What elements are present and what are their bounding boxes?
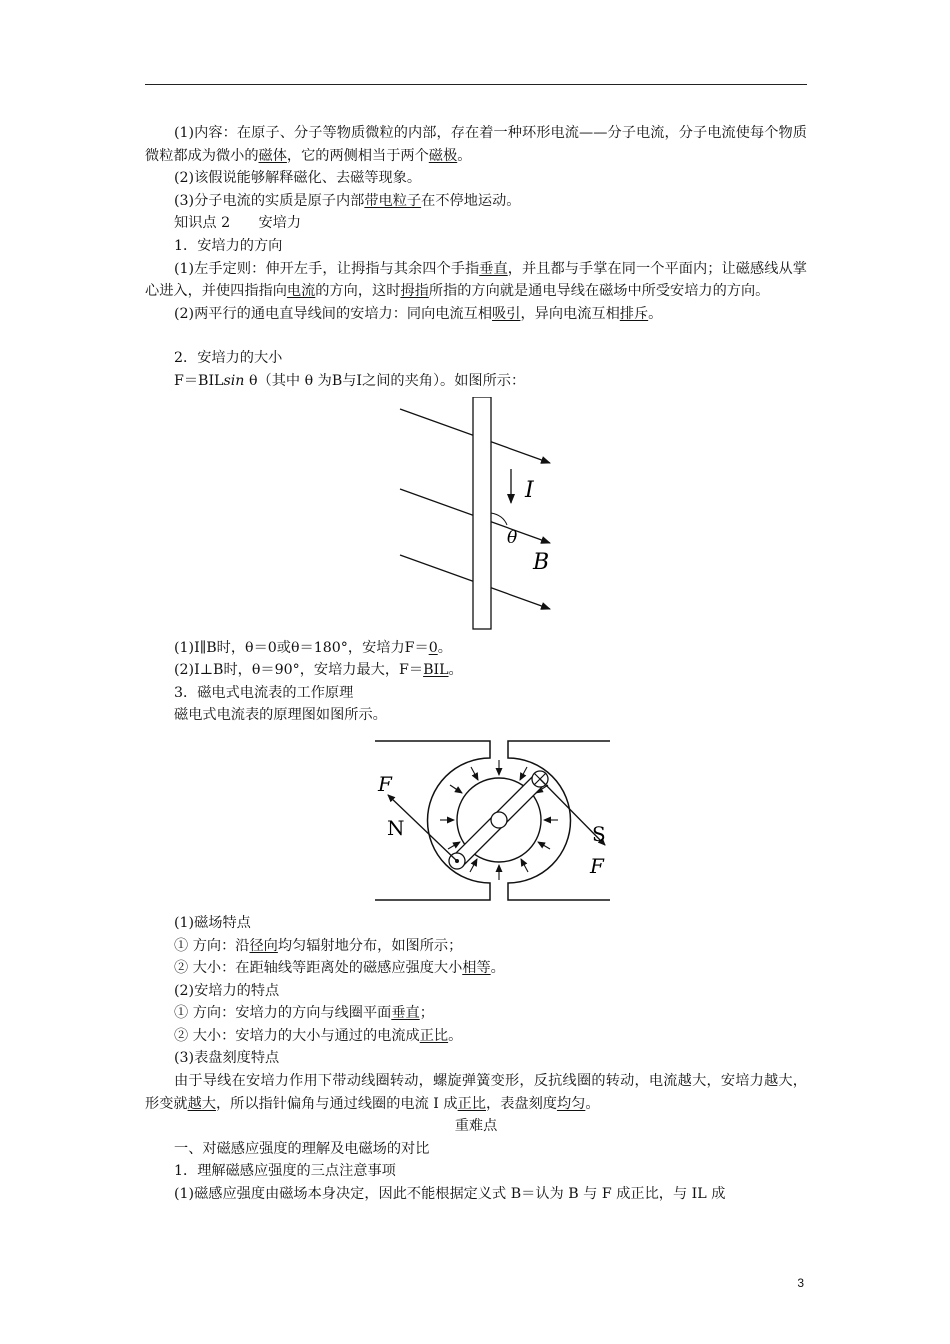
text: (2)I⊥B时，θ＝90°，安培力最大，F＝ xyxy=(174,662,424,679)
label-north: N xyxy=(387,815,405,840)
text: ，并且都与手掌在同一个平面内；让磁感线从掌心进入，并使四指指向 xyxy=(145,260,807,300)
parallel-wires xyxy=(145,303,807,326)
text: 。 xyxy=(457,147,472,164)
text: 所指的方向就是通电导线在磁场中所受安培力的方向。 xyxy=(428,283,770,300)
subsection-direction: 1．安培力的方向 xyxy=(174,237,283,254)
meter-scale-title: (3)表盘刻度特点 xyxy=(174,1050,280,1067)
page-number: 3 xyxy=(797,1276,804,1290)
answer-blank: 电流 xyxy=(286,283,316,300)
text: θ（其中 θ 为B与I之间的夹角）。如图所示： xyxy=(244,372,526,389)
meter-field-direction xyxy=(145,935,807,958)
intro-line-3 xyxy=(145,190,807,213)
pivot xyxy=(491,812,507,828)
label-force-left: F xyxy=(378,771,392,796)
wire xyxy=(473,397,491,629)
meter-force-title: (2)安培力的特点 xyxy=(174,982,280,999)
answer-blank: 拇指 xyxy=(400,283,429,300)
text: 在不停地运动。 xyxy=(421,192,521,209)
text: 均匀辐射地分布，如图所示； xyxy=(277,937,463,954)
label-field: B xyxy=(533,549,550,575)
text: ，它的两侧相当于两个 xyxy=(286,147,429,164)
text: (1)I∥B时，θ＝0或θ＝180°，安培力F＝ xyxy=(174,639,429,656)
text: 。 xyxy=(448,1027,463,1044)
answer-blank: 越大 xyxy=(187,1095,216,1112)
text: 。 xyxy=(490,960,505,977)
text: ① 方向：安培力的方向与线圈平面 xyxy=(174,1005,392,1022)
intro-line-1 xyxy=(145,122,807,167)
difficult-heading-2: 1．理解磁感应强度的三点注意事项 xyxy=(174,1163,396,1180)
text: 。 xyxy=(448,662,463,679)
difficult-title: 重难点 xyxy=(454,1118,498,1135)
text: (2)两平行的通电直导线间的安培力：同向电流互相 xyxy=(174,305,493,322)
text: 。 xyxy=(648,305,663,322)
answer-blank: 排斥 xyxy=(619,305,649,322)
text: 的方向，这时 xyxy=(315,283,401,300)
answer-blank: 磁极 xyxy=(428,147,458,164)
force-formula xyxy=(145,370,807,393)
text: ，表盘刻度 xyxy=(486,1095,557,1112)
case-parallel xyxy=(145,637,807,660)
text: ； xyxy=(419,1005,434,1022)
meter-force-magnitude xyxy=(145,1025,807,1048)
subsection-galvanometer: 3．磁电式电流表的工作原理 xyxy=(174,684,354,701)
section-title-kp2: 知识点 2 安培力 xyxy=(174,215,302,232)
text: 。 xyxy=(585,1095,600,1112)
label-south: S xyxy=(592,821,606,846)
difficult-text: (1)磁感应强度由磁场本身决定，因此不能根据定义式 B＝认为 B 与 F 成正比，与 IL 成 xyxy=(174,1186,726,1203)
text: ① 方向：沿 xyxy=(174,937,250,954)
text: 由于导线在安培力作用下带动线圈转动，螺旋弹簧变形，反抗线圈的转动，电流越大，安培力越大，形变就 xyxy=(145,1073,807,1112)
left-hand-rule xyxy=(145,258,807,303)
text: ，所以指针偏角与通过线圈的电流 I 成 xyxy=(215,1095,458,1112)
text: ② 大小：在距轴线等距离处的磁感应强度大小 xyxy=(174,960,463,977)
answer-blank: 磁体 xyxy=(258,147,287,164)
label-theta: θ xyxy=(507,527,518,548)
text: ② 大小：安培力的大小与通过的电流成 xyxy=(174,1027,420,1044)
meter-field-magnitude xyxy=(145,957,807,980)
answer-blank: 吸引 xyxy=(492,305,521,322)
meter-scale-text xyxy=(145,1070,807,1115)
text: (1)内容：在原子、分子等物质微粒的内部，存在着一种环形电流——分子电流，分子电流使每个物质微粒都成为微小的 xyxy=(145,125,807,164)
ampere-force-figure xyxy=(395,397,555,637)
text: sin xyxy=(223,372,245,389)
label-force-right: F xyxy=(590,853,604,878)
text: (3)分子电流的实质是原子内部 xyxy=(174,192,365,209)
text: (1)左手定则：伸开左手，让拇指与其余四个手指 xyxy=(174,260,480,277)
answer-blank: BIL xyxy=(423,662,449,679)
galvanometer-figure xyxy=(360,733,625,908)
header-rule xyxy=(145,84,807,85)
answer-blank: 正比 xyxy=(457,1095,486,1112)
galvanometer-intro: 磁电式电流表的原理图如图所示。 xyxy=(174,707,387,724)
meter-field-title: (1)磁场特点 xyxy=(174,914,251,931)
intro-line-2: (2)该假说能够解释磁化、去磁等现象。 xyxy=(174,170,422,187)
answer-blank: 垂直 xyxy=(479,260,508,277)
meter-force-direction xyxy=(145,1002,807,1025)
answer-blank: 0 xyxy=(428,639,438,656)
answer-blank: 均匀 xyxy=(556,1095,586,1112)
text: F＝BIL xyxy=(174,372,224,389)
answer-blank: 带电粒子 xyxy=(364,192,422,209)
answer-blank: 正比 xyxy=(419,1027,449,1044)
text: 。 xyxy=(437,639,452,656)
answer-blank: 垂直 xyxy=(391,1005,420,1022)
page-content xyxy=(145,122,807,1206)
answer-blank: 径向 xyxy=(249,937,278,954)
case-perpendicular xyxy=(145,659,807,682)
subsection-magnitude: 2．安培力的大小 xyxy=(174,350,283,367)
difficult-heading-1: 一、对磁感应强度的理解及电磁场的对比 xyxy=(174,1140,430,1157)
label-current: I xyxy=(525,477,534,503)
answer-blank: 相等 xyxy=(462,960,491,977)
text: ，异向电流互相 xyxy=(520,305,620,322)
